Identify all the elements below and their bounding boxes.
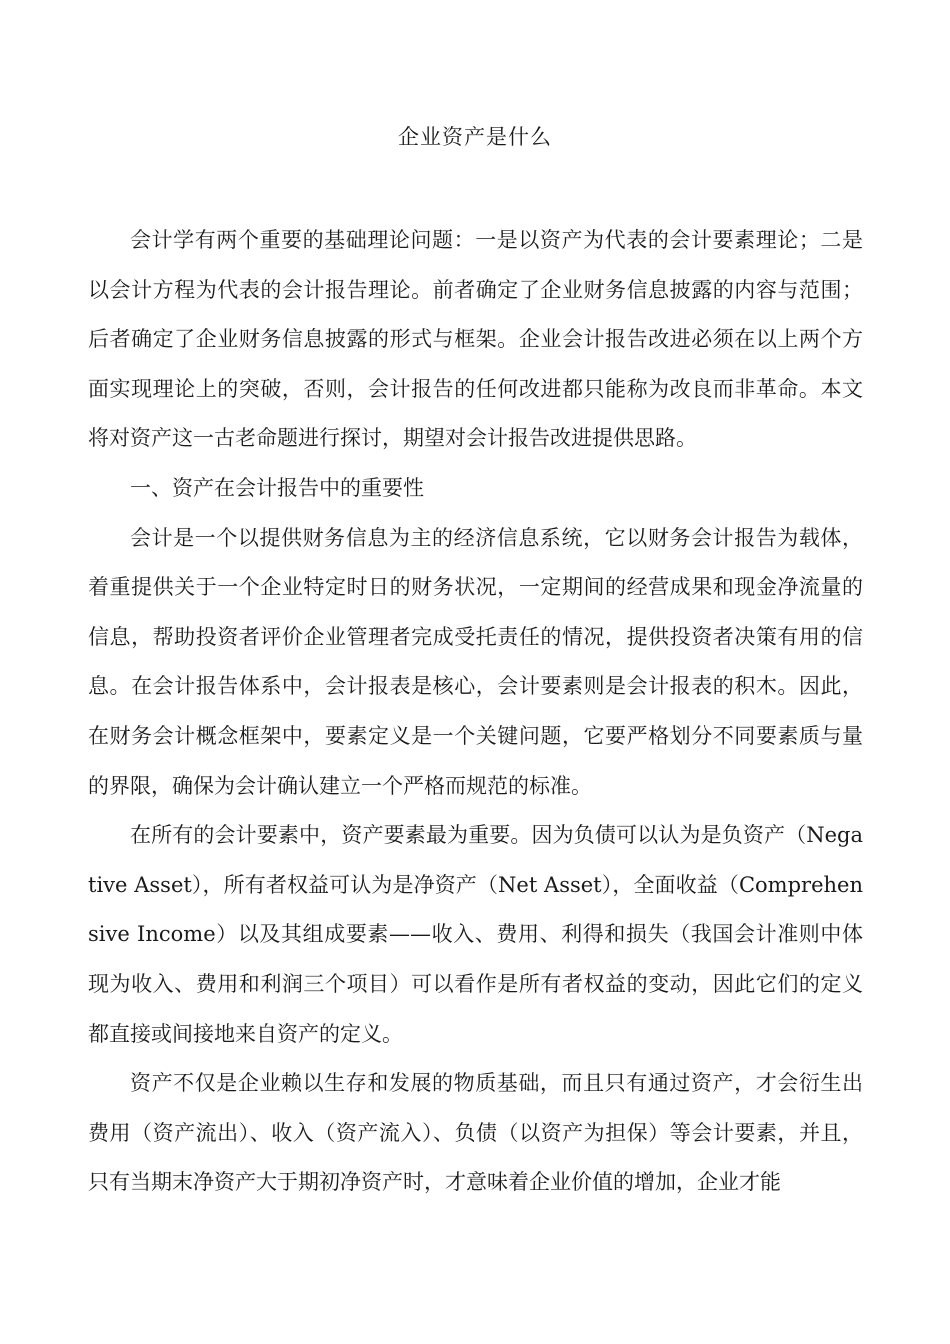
paragraph-accounting-system: 会计是一个以提供财务信息为主的经济信息系统，它以财务会计报告为载体，着重提供关于一个企业特定时日的财务状况，一定期间的经营成果和现金净流量的信息，帮助投资者评价企业管理者完成受托责任的情况，提供投资者决策有用的信息。在会计报告体系中，会计报表是核心，会计要素则是会计报表的积木。因此，在财务会计概念框架中，要素定义是一个关键问题，它要严格划分不同要素质与量的界限，确保为会计确认建立一个严格而规范的标准。 — [88, 525, 863, 798]
document-body — [88, 216, 863, 1208]
paragraph-asset-foundation: 资产不仅是企业赖以生存和发展的物质基础，而且只有通过资产，才会衍生出费用（资产流出）、收入（资产流入）、负债（以资产为担保）等会计要素，并且，只有当期末净资产大于期初净资产时，才意味着企业价值的增加，企业才能 — [88, 1071, 863, 1195]
document-title: 企业资产是什么 — [398, 125, 552, 149]
paragraph-asset-importance: 在所有的会计要素中，资产要素最为重要。因为负债可以认为是负资产（Negative Asset），所有者权益可认为是净资产（Net Asset），全面收益（Comprehensive Income）以及其组成要素——收入、费用、利得和损失（我国会计准则中体现为收入、费用和利润三个项目）可以看作是所有者权益的变动，因此它们的定义都直接或间接地来自资产的定义。 — [88, 823, 863, 1046]
section-heading: 一、资产在会计报告中的重要性 — [130, 475, 424, 500]
paragraph-intro: 会计学有两个重要的基础理论问题：一是以资产为代表的会计要素理论；二是以会计方程为代表的会计报告理论。前者确定了企业财务信息披露的内容与范围；后者确定了企业财务信息披露的形式与框架。企业会计报告改进必须在以上两个方面实现理论上的突破，否则，会计报告的任何改进都只能称为改良而非革命。本文将对资产这一古老命题进行探讨，期望对会计报告改进提供思路。 — [88, 228, 863, 451]
